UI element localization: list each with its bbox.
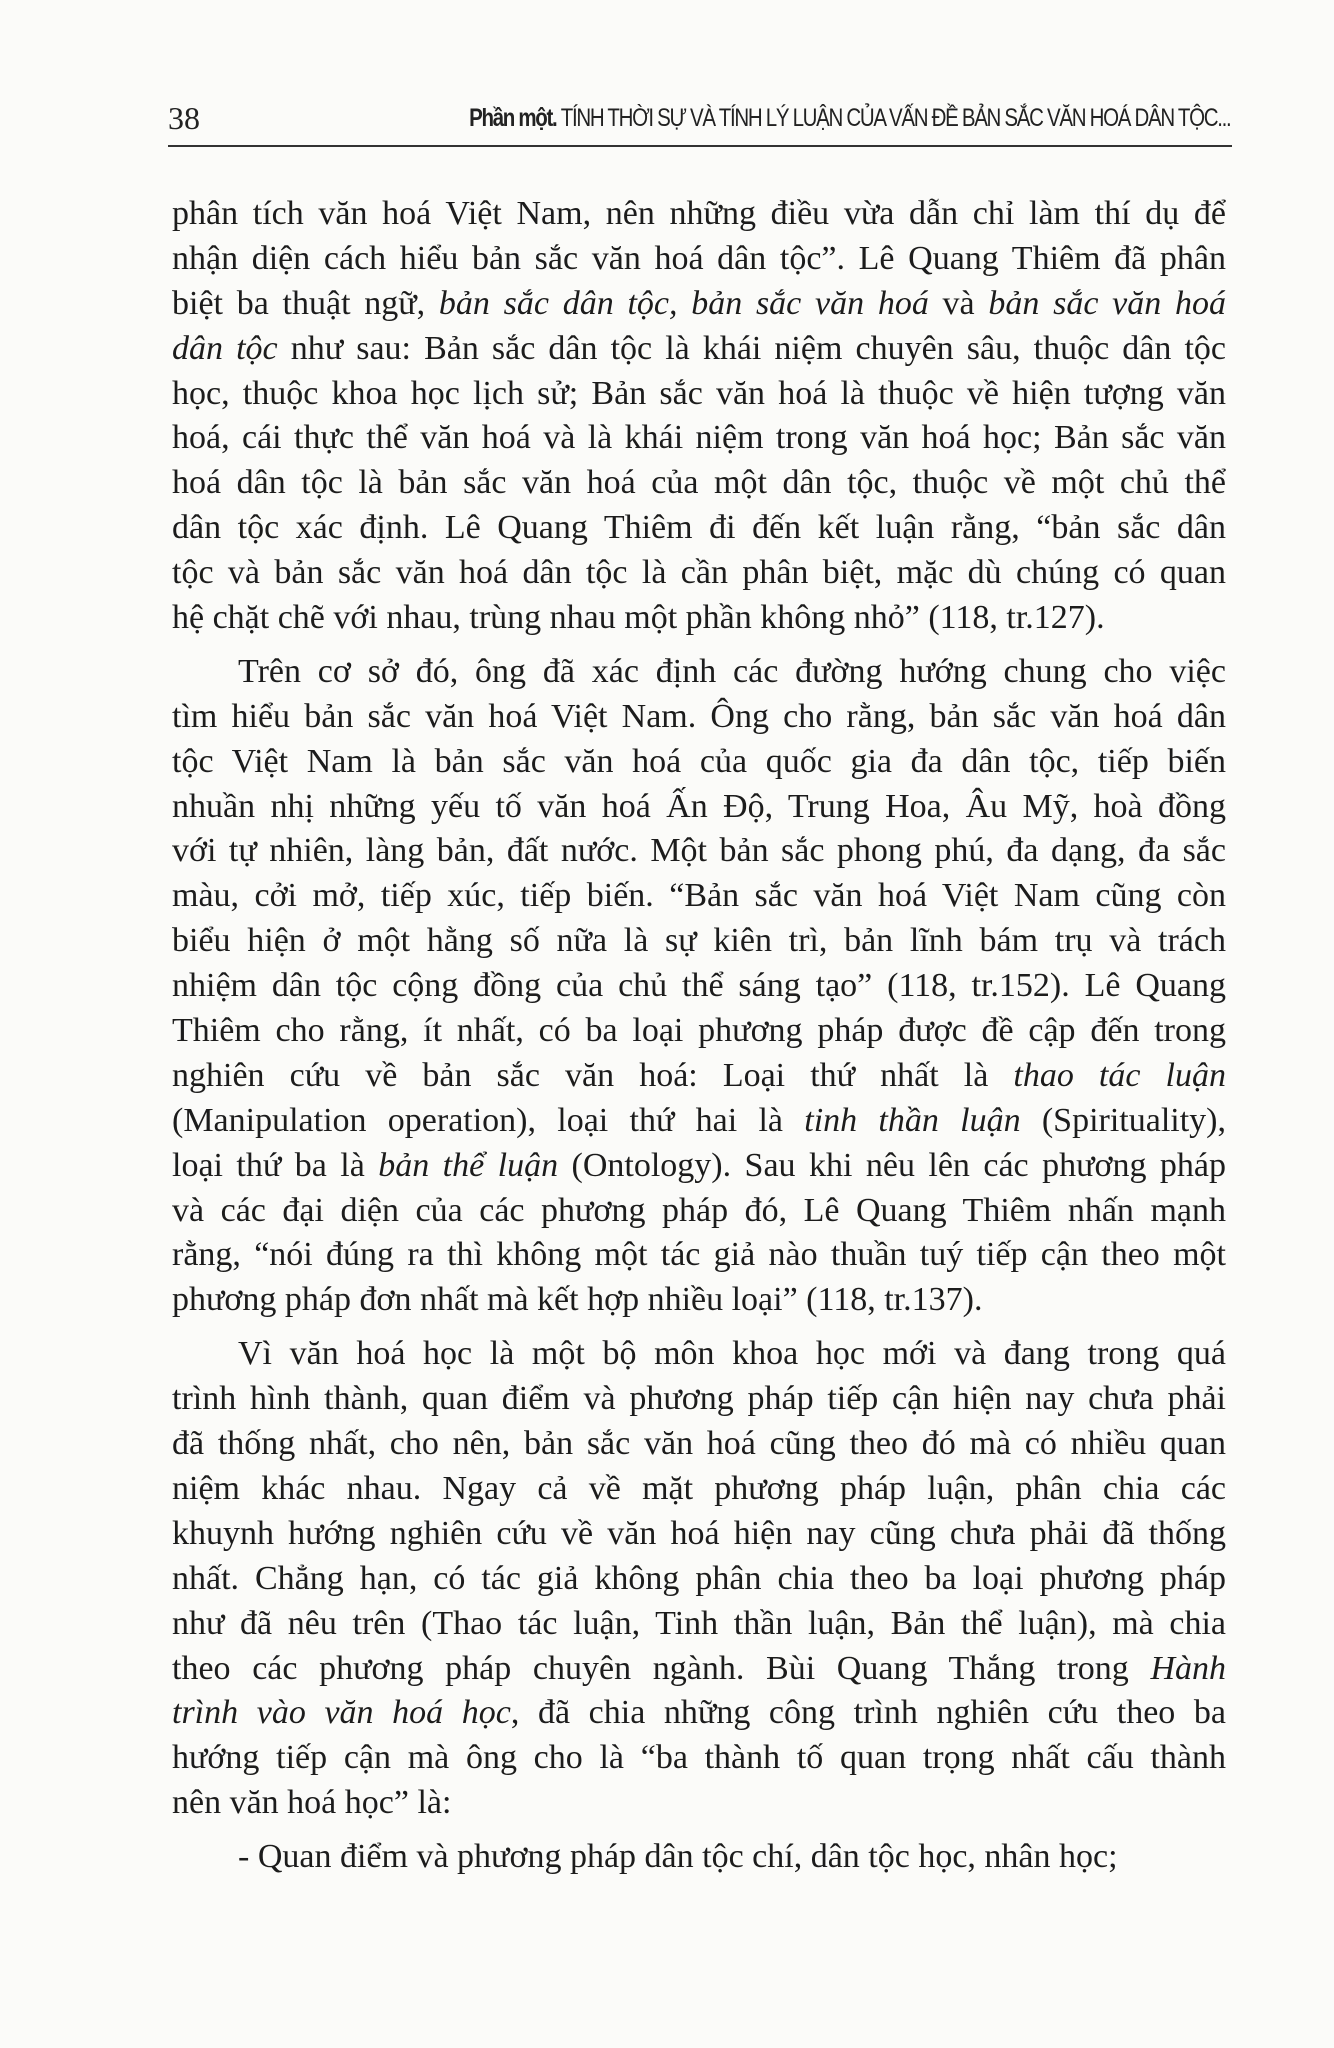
text-run: tộc và bản sắc văn hoá dân tộc là cần phân biệt, mặc dù chúng có quan [172,554,1226,592]
text-line [172,372,1226,417]
page-number: 38 [168,100,200,136]
text-line [172,1647,1226,1692]
chapter-title: TÍNH THỜI SỰ VÀ TÍNH LÝ LUẬN CỦA VẤN ĐỀ BẢN SẮC VĂN HOÁ DÂN TỘC... [560,104,1230,132]
text-run: (Manipulation operation), loại thứ hai là [172,1101,805,1139]
italic-term: bản sắc văn hoá [988,284,1226,322]
text-run: biệt ba thuật ngữ, [172,284,439,322]
text-line [172,1781,1226,1826]
text-line [172,416,1226,461]
text-line [172,829,1226,874]
header-rule [168,145,1232,147]
text-run: nghiên cứu về bản sắc văn hoá: Loại thứ nhất là [172,1056,1014,1094]
text-run: nên văn hoá học” là: [172,1784,452,1822]
text-line [172,1099,1226,1144]
text-line [172,461,1226,506]
text-line [172,740,1226,785]
text-run: nhuần nhị những yếu tố văn hoá Ấn Độ, Trung Hoa, Âu Mỹ, hoà đồng [172,787,1226,825]
text-line [172,1377,1226,1422]
paragraph [172,1332,1226,1826]
text-run: khuynh hướng nghiên cứu về văn hoá hiện nay cũng chưa phải đã thống [172,1514,1226,1552]
text-run: (Spirituality), [1020,1101,1227,1139]
italic-term: trình vào văn hoá học [172,1694,511,1732]
italic-term: bản sắc dân tộc, bản sắc văn hoá [438,284,929,322]
text-line [172,1736,1226,1781]
text-run: như đã nêu trên (Thao tác luận, Tinh thần luận, Bản thể luận), mà chia [172,1604,1226,1642]
text-run: trình hình thành, quan điểm và phương pháp tiếp cận hiện nay chưa phải [172,1380,1226,1418]
running-header [469,104,1230,133]
text-line [172,964,1226,1009]
text-line [172,327,1226,372]
text-line [172,785,1226,830]
text-run: phân tích văn hoá Việt Nam, nên những điều vừa dẫn chỉ làm thí dụ để [172,195,1226,232]
text-line [172,1835,1226,1880]
text-run: hoá dân tộc là bản sắc văn hoá của một dân tộc, thuộc về một chủ thể [172,464,1226,502]
italic-term: bản thể luận [378,1146,559,1184]
text-run: nhận diện cách hiểu bản sắc văn hoá dân tộc”. Lê Quang Thiêm đã phân [172,239,1226,277]
text-run: tộc Việt Nam là bản sắc văn hoá của quốc gia đa dân tộc, tiếp biến [172,742,1226,780]
text-run: và [928,284,989,322]
text-line [172,1557,1226,1602]
paragraph [172,1835,1226,1880]
text-run: Trên cơ sở đó, ông đã xác định các đường hướng chung cho việc [238,652,1226,690]
text-run: hoá, cái thực thể văn hoá và là khái niệm trong văn hoá học; Bản sắc văn [172,419,1226,457]
italic-term: tinh thần luận [804,1101,1021,1139]
text-run: và các đại diện của các phương pháp đó, Lê Quang Thiêm nhấn mạnh [172,1191,1226,1229]
text-run: nhiệm dân tộc cộng đồng của chủ thể sáng tạo” (118, tr.152). Lê Quang [172,967,1226,1005]
text-line [172,695,1226,740]
paragraph [172,650,1226,1323]
text-line [172,282,1226,327]
italic-term: dân tộc [172,329,278,367]
text-line [172,919,1226,964]
text-run: Vì văn hoá học là một bộ môn khoa học mới và đang trong quá [238,1335,1226,1373]
text-line [172,1009,1226,1054]
text-run: Thiêm cho rằng, ít nhất, có ba loại phương pháp được đề cập đến trong [172,1012,1226,1050]
text-line [172,551,1226,596]
text-line [172,1189,1226,1234]
text-line [172,1144,1226,1189]
text-run: học, thuộc khoa học lịch sử; Bản sắc văn hoá là thuộc về hiện tượng văn [172,374,1226,412]
text-line [172,1278,1226,1323]
body-text [172,192,1226,1889]
text-line [172,650,1226,695]
text-run: với tự nhiên, làng bản, đất nước. Một bản sắc phong phú, đa dạng, đa sắc [172,832,1226,870]
text-line [172,237,1226,282]
text-run: phương pháp đơn nhất mà kết hợp nhiều loại” (118, tr.137). [172,1281,983,1319]
text-line [172,1691,1226,1736]
text-run: hệ chặt chẽ với nhau, trùng nhau một phần không nhỏ” (118, tr.127). [172,599,1105,637]
text-run: - Quan điểm và phương pháp dân tộc chí, dân tộc học, nhân học; [238,1838,1118,1876]
text-run: tìm hiểu bản sắc văn hoá Việt Nam. Ông cho rằng, bản sắc văn hoá dân [172,697,1226,735]
text-line [172,1422,1226,1467]
text-run: niệm khác nhau. Ngay cả về mặt phương pháp luận, phân chia các [172,1469,1226,1507]
text-run: đã thống nhất, cho nên, bản sắc văn hoá cũng theo đó mà có nhiều quan [172,1425,1226,1463]
text-line [172,1467,1226,1512]
text-line [172,1602,1226,1647]
text-line [172,1512,1226,1557]
text-run: dân tộc xác định. Lê Quang Thiêm đi đến kết luận rằng, “bản sắc dân [172,509,1226,547]
italic-term: Hành [1150,1649,1226,1687]
text-run: rằng, “nói đúng ra thì không một tác giả nào thuần tuý tiếp cận theo một [172,1236,1226,1274]
text-run: nhất. Chẳng hạn, có tác giả không phân chia theo ba loại phương pháp [172,1559,1226,1597]
text-line [172,1054,1226,1099]
text-run: (Ontology). Sau khi nêu lên các phương pháp [558,1146,1227,1184]
text-line [172,596,1226,641]
italic-term: thao tác luận [1013,1056,1226,1094]
text-line [172,1332,1226,1377]
text-run: hướng tiếp cận mà ông cho là “ba thành tố quan trọng nhất cấu thành [172,1739,1226,1777]
text-run: biểu hiện ở một hằng số nữa là sự kiên trì, bản lĩnh bám trụ và trách [172,922,1226,960]
paragraph [172,192,1226,641]
text-line [172,874,1226,919]
text-run: loại thứ ba là [172,1146,379,1184]
text-run: như sau: Bản sắc dân tộc là khái niệm chuyên sâu, thuộc dân tộc [277,329,1226,367]
part-label: Phần một. [468,104,557,132]
text-run: theo các phương pháp chuyên ngành. Bùi Quang Thắng trong [172,1649,1151,1687]
text-run: màu, cởi mở, tiếp xúc, tiếp biến. “Bản sắc văn hoá Việt Nam cũng còn [172,877,1226,915]
text-line [172,192,1226,237]
text-run: , đã chia những công trình nghiên cứu theo ba [510,1694,1226,1732]
text-line [172,1233,1226,1278]
text-line [172,506,1226,551]
